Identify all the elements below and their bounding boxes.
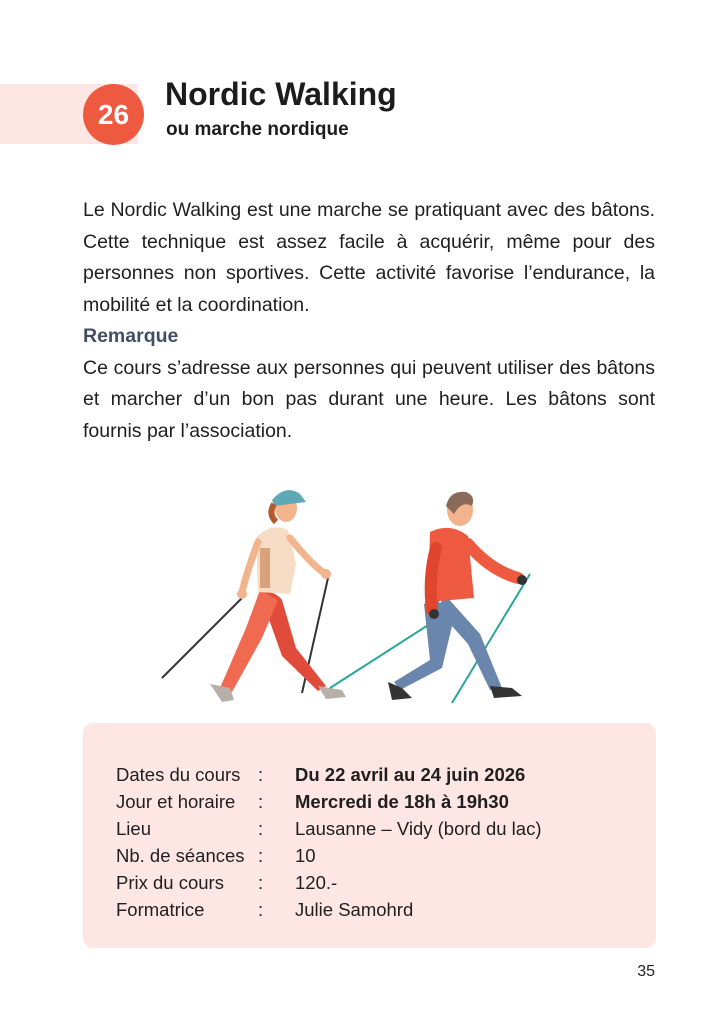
page-subtitle: ou marche nordique bbox=[166, 119, 349, 140]
info-colon: : bbox=[258, 872, 264, 893]
walker-left bbox=[162, 490, 346, 702]
info-colon: : bbox=[258, 899, 264, 920]
course-description bbox=[83, 195, 655, 447]
info-value: 10 bbox=[295, 845, 316, 866]
info-colon: : bbox=[258, 818, 264, 839]
info-label: Nb. de séances bbox=[116, 845, 245, 866]
info-label: Jour et horaire bbox=[116, 791, 236, 812]
course-info-box bbox=[83, 723, 656, 948]
walker-right bbox=[330, 492, 530, 703]
info-value: Du 22 avril au 24 juin 2026 bbox=[295, 764, 526, 785]
info-label: Formatrice bbox=[116, 899, 205, 920]
remark-heading: Remarque bbox=[83, 325, 179, 347]
info-label: Prix du cours bbox=[116, 872, 224, 893]
page-title: Nordic Walking bbox=[165, 76, 397, 112]
info-colon: : bbox=[258, 845, 264, 866]
info-value: Lausanne – Vidy (bord du lac) bbox=[295, 818, 542, 839]
info-value: 120.- bbox=[295, 872, 338, 893]
nordic-walkers-illustration bbox=[150, 478, 550, 708]
info-value: Mercredi de 18h à 19h30 bbox=[295, 791, 509, 812]
info-label: Lieu bbox=[116, 818, 151, 839]
course-number-badge: 26 bbox=[83, 84, 144, 145]
info-label: Dates du cours bbox=[116, 764, 241, 785]
remark-paragraph: Ce cours s’adresse aux personnes qui peuvent utiliser des bâtons et marcher d’un bon pas durant une heure. Les bâtons sont fournis par l’association. bbox=[83, 356, 655, 442]
info-value: Julie Samohrd bbox=[295, 899, 414, 920]
page-number: 35 bbox=[637, 963, 655, 980]
intro-paragraph: Le Nordic Walking est une marche se pratiquant avec des bâtons. Cette technique est assez facile à acquérir, même pour des personnes non sportives. Cette activité favorise l’endurance, la mobilité et la coordination. bbox=[83, 199, 655, 316]
info-colon: : bbox=[258, 764, 264, 785]
info-colon: : bbox=[258, 791, 264, 812]
